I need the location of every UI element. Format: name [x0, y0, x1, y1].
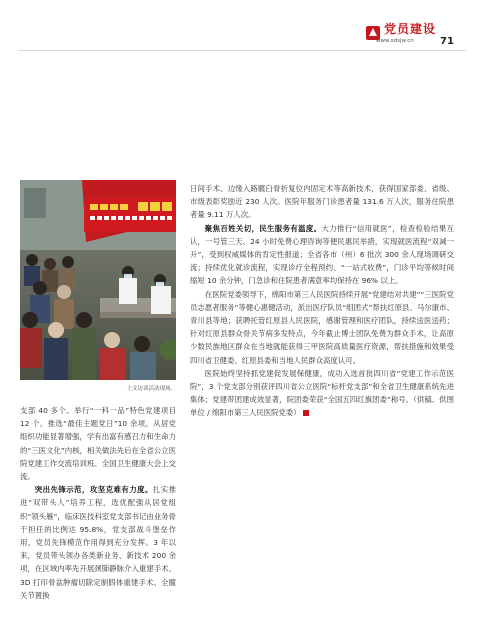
page-number: 71 — [440, 36, 454, 47]
event-photo — [20, 180, 176, 380]
lead-heading: 聚焦百姓关切，民生服务有温度。 — [204, 223, 322, 233]
paragraph — [190, 222, 454, 288]
paragraph-body: 扎实推进“双带头人”培养工程，选优配强从居党组织“领头雁”，临床医技科室党支部书记由业务骨干担任的比例达 95.8%，党支部战斗堡垒作用、党员先锋模范作用得到充分发挥。3 年以来，党员带头领办各类新业务、新技术 200 余项，在区域内率先开展颈肺静脉介入重建手术、3D 打印骨盆肿瘤切除定制假体重建手术、全髋关节置换 — [20, 485, 176, 600]
paragraph: 在医院党委领导下，绵阳市第三人民医院持续开展“党建结对共建”“三医院党员志愿者服务”等健心惠健活动，派出医疗队员“组团式”帮扶红原县、马尔康市、青川县等地；获聘托管红原县人民医院，感谢管理和医疗团队，持续送医送药；针对红原县群众骨关节病多发特点，今年截止博士团队免费为群众手术，让高原少数民族地区群众在当地就能获得三甲医院高质量医疗资源，帮扶措施和效果受四川省卫健委、红原县委和当地人民群众高度认可。 — [190, 289, 454, 365]
logo-url: www.sdsjw.cn — [376, 38, 414, 44]
paragraph — [190, 367, 454, 420]
lead-heading: 突出先锋示范，攻坚克难有力度。 — [34, 485, 153, 495]
paragraph: 日间手术、边缘入路髋臼骨折复位内固定术等高新技术，获得国家部委、省级、市级表彰奖励近 230 人次。医院年服务门诊患者量 131.6 万人次，服务住院患者量 9.11 万人次。 — [190, 184, 454, 220]
article-column-left — [20, 404, 176, 602]
paragraph-body: 大力推行“信用就医”，检查检验结果互认，一号管三天、24 小时免费心理咨询等便民惠民举措，实现就医流程“双减一升”，受到权威媒体的肯定性报道；全省各市（州）6 批次 300 余人现场调研交流；持续优化就诊流程，实现诊疗全程预约、“一站式收费”，门诊平均等候时间缩短 10 余分钟，门急诊和住院患者满意率均保持在 96% 以上。 — [190, 223, 454, 286]
logo-title: 党员建设 — [384, 22, 437, 36]
end-mark-icon — [303, 410, 309, 416]
header-divider — [18, 50, 466, 51]
paragraph-body: 医院始终坚持抓党建促发展保健康，成功入选首批四川省“党建工作示范医院”，3 个党支部分别获评四川省公立医院“标杆党支部”和全省卫生健康系统先进集体；党建带团建成效显著，院团委荣获“全国五四红旗团委”称号。（供稿、供图单位 / 绵阳市第三人民医院党委） — [190, 368, 454, 418]
article-column-right — [190, 182, 454, 420]
paragraph — [20, 483, 176, 602]
paragraph: 支部 40 多个。举行“一科一品”特色党建项目 12 个。推选“最佳主题党日”10 余项。从居党组织功能显著增强，学有出富有感召力和生命力的“三医文化”内核，相关做法先后在全省公立医院党建工作交流培训班、全国卫生健康大会上交流。 — [20, 406, 176, 482]
photo-caption: 上文访谈活动现场。 — [126, 386, 176, 392]
